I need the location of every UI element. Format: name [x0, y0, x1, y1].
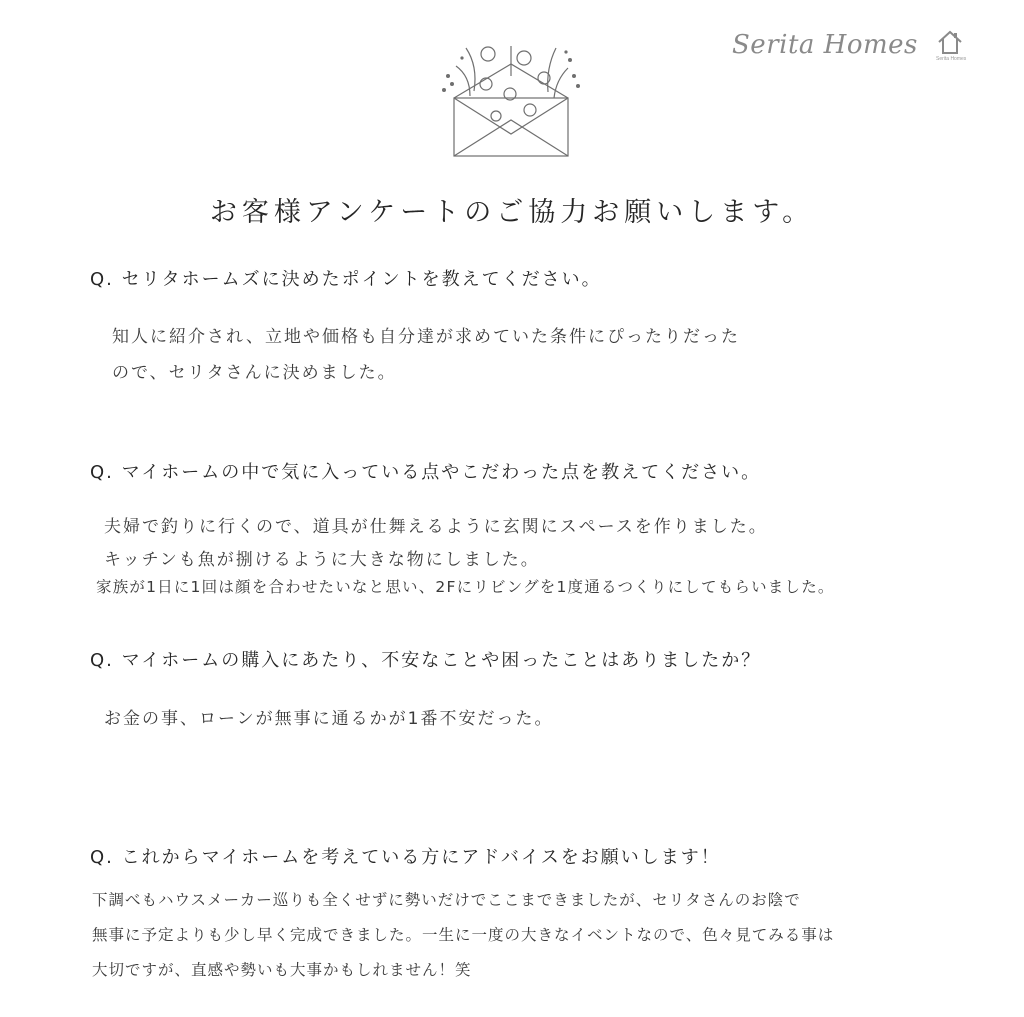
- question-1: Q. セリタホームズに決めたポイントを教えてください。: [90, 269, 602, 290]
- page-title: お客様アンケートのご協力お願いします。: [209, 197, 815, 228]
- answer-3-line-1: お金の事、ローンが無事に通るかが1番不安だった。: [104, 709, 554, 729]
- serita-homes-logo: [732, 26, 972, 70]
- answer-1-line-2: ので、セリタさんに決めました。: [112, 363, 397, 383]
- answer-4-line-2: 無事に予定よりも少し早く完成できました。一生に一度の大きなイベントなので、色々見てみる事は: [92, 926, 835, 944]
- question-4: Q. これからマイホームを考えている方にアドバイスをお願いします！: [90, 847, 721, 868]
- envelope-flowers-illustration: [426, 36, 596, 162]
- answer-2-line-1: 夫婦で釣りに行くので、道具が仕舞えるように玄関にスペースを作りました。: [104, 517, 768, 537]
- house-icon: [936, 28, 964, 56]
- question-2: Q. マイホームの中で気に入っている点やこだわった点を教えてください。: [90, 462, 762, 483]
- question-3: Q. マイホームの購入にあたり、不安なことや困ったことはありましたか？: [90, 650, 762, 671]
- answer-4-line-3: 大切ですが、直感や勢いも大事かもしれません！笑: [92, 961, 472, 979]
- answer-1-line-1: 知人に紹介され、立地や価格も自分達が求めていた条件にぴったりだった: [112, 327, 741, 347]
- answer-2-line-3: 家族が1日に1回は顔を合わせたいなと思い、2Fにリビングを1度通るつくりにしてもらいました。: [96, 578, 835, 596]
- logo-brand-text: Serita Homes: [732, 30, 918, 60]
- answer-4-line-1: 下調べもハウスメーカー巡りも全くせずに勢いだけでここまできましたが、セリタさんのお陰で: [92, 891, 801, 909]
- logo-subtext: Serita Homes: [936, 56, 967, 62]
- answer-2-line-2: キッチンも魚が捌けるように大きな物にしました。: [104, 550, 540, 570]
